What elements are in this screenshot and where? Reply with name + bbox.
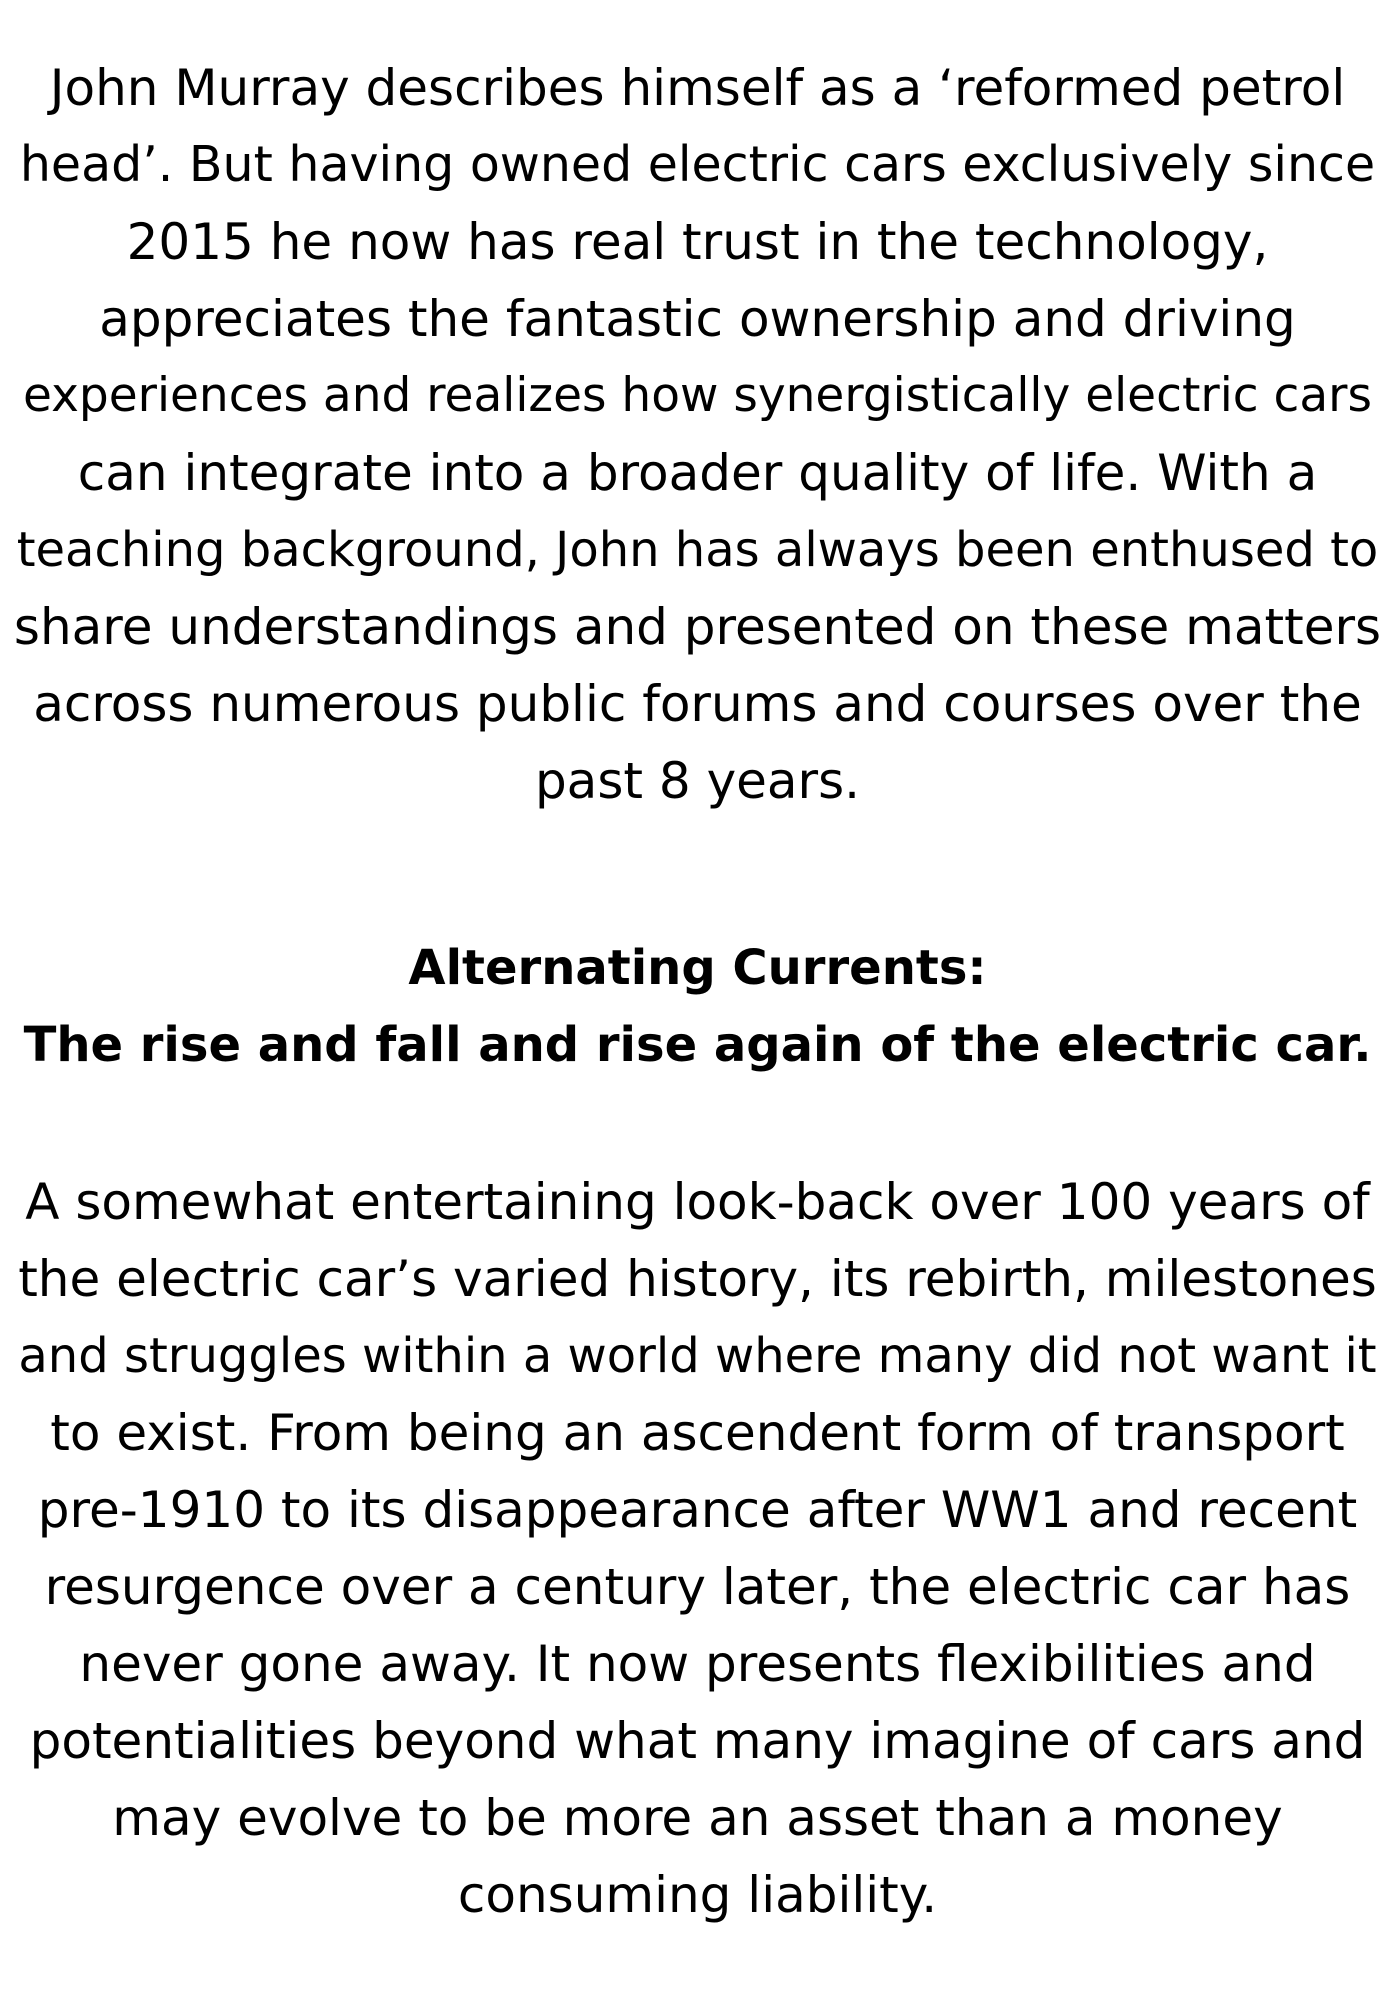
description-line: may evolve to be more an asset than a money bbox=[112, 1789, 1283, 1847]
talk-subtitle: The rise and fall and rise again of the electric car. bbox=[23, 1017, 1372, 1073]
bio-line: 2015 he now has real trust in the technology, bbox=[126, 213, 1269, 271]
bio-line: experiences and realizes how synergistically electric cars bbox=[22, 368, 1372, 423]
description-line: pre-1910 to its disappearance after WW1 and recent bbox=[37, 1481, 1358, 1539]
bio-line: appreciates the fantastic ownership and driving bbox=[99, 290, 1296, 348]
description-line: consuming liability. bbox=[457, 1866, 938, 1924]
bio-line: past 8 years. bbox=[534, 752, 861, 810]
bio-line: head’. But having owned electric cars exclusively since bbox=[19, 136, 1376, 193]
bio-line: share understandings and presented on these matters bbox=[13, 598, 1382, 656]
description-line: to exist. From being an ascendent form of transport bbox=[50, 1404, 1345, 1462]
bio-line: John Murray describes himself as a ‘reformed petrol bbox=[49, 59, 1346, 117]
talk-title: Alternating Currents: bbox=[408, 940, 987, 996]
bio-line: can integrate into a broader quality of life. With a bbox=[77, 444, 1318, 502]
description-line: resurgence over a century later, the electric car has bbox=[44, 1558, 1351, 1616]
description-line: potentialities beyond what many imagine of cars and bbox=[29, 1712, 1366, 1770]
description-line: A somewhat entertaining look-back over 100 years of bbox=[25, 1173, 1370, 1231]
bio-line: teaching background, John has always been enthused to bbox=[16, 522, 1379, 578]
description-line: and struggles within a world where many did not want it bbox=[18, 1328, 1377, 1384]
description-line: the electric car’s varied history, its rebirth, milestones bbox=[18, 1250, 1377, 1308]
bio-line: across numerous public forums and courses over the bbox=[33, 675, 1362, 733]
description-line: never gone away. It now presents flexibilities and bbox=[79, 1635, 1316, 1693]
